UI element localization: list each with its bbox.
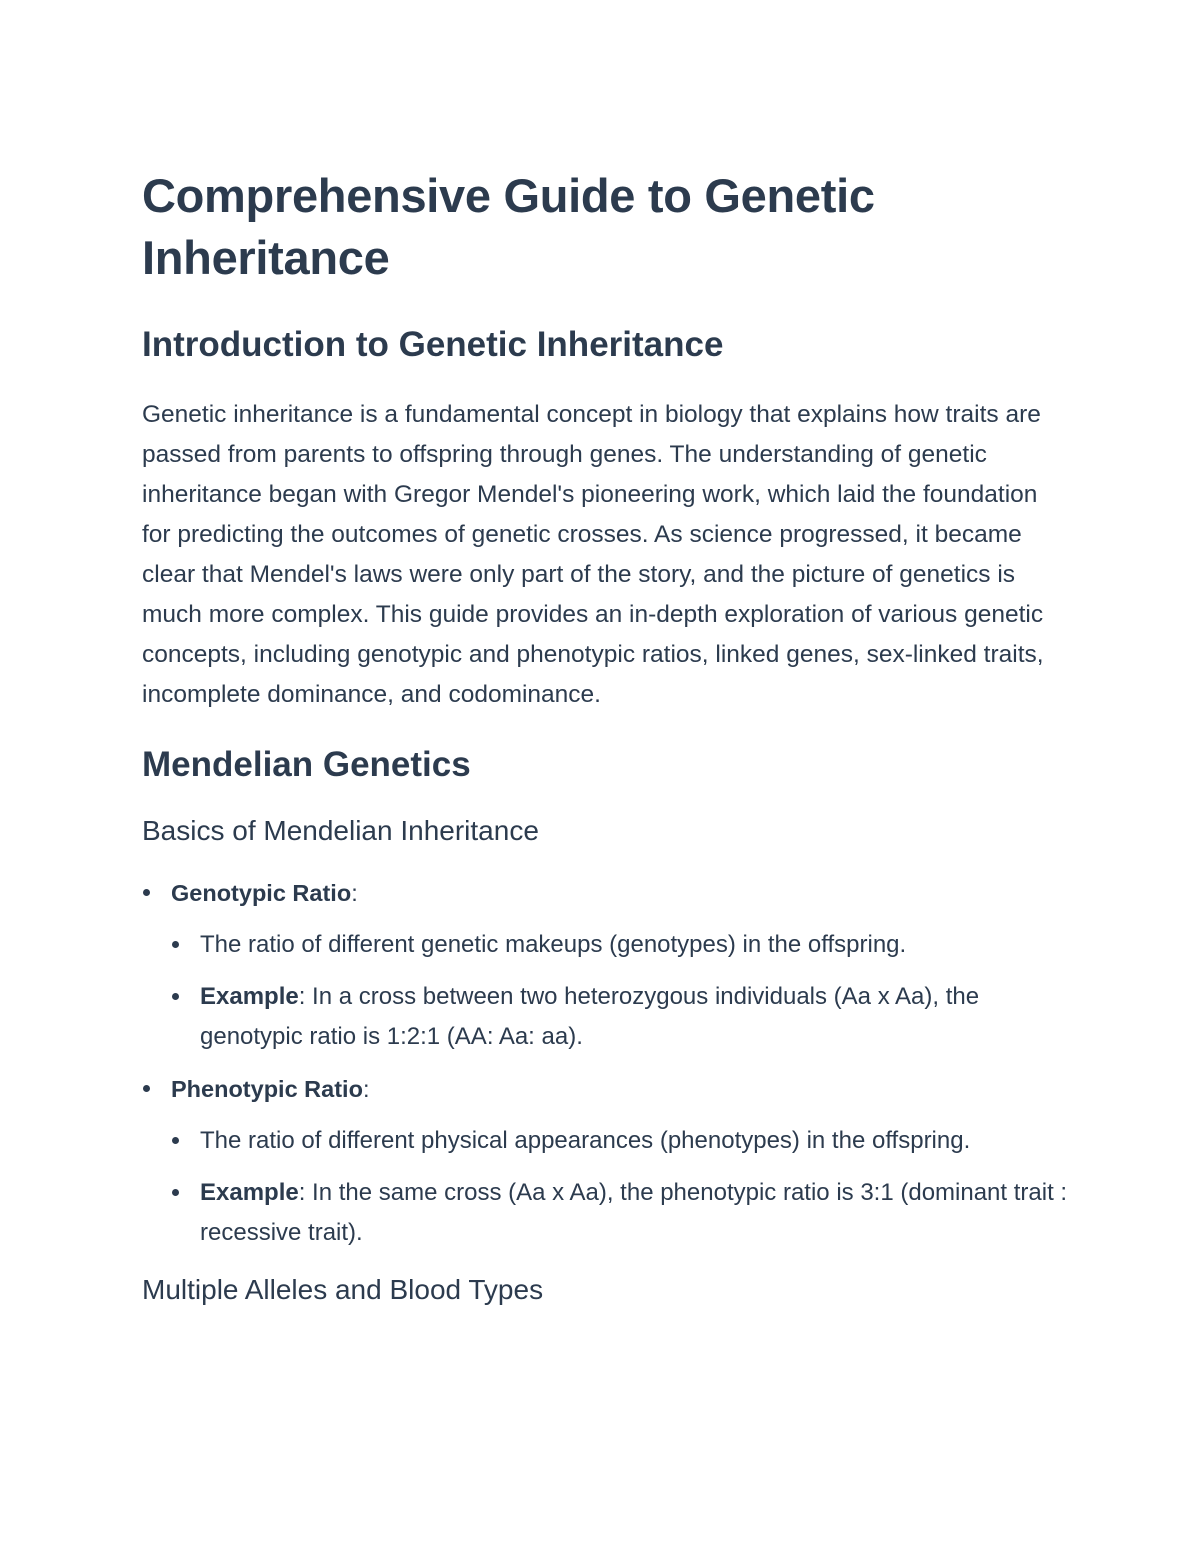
mendelian-genetics-heading: Mendelian Genetics (142, 745, 471, 784)
genotypic-ratio-definition: The ratio of different genetic makeups (genotypes) in the offspring. (200, 931, 907, 958)
bullet-icon (143, 889, 150, 896)
phenotypic-ratio-definition: The ratio of different physical appearances (phenotypes) in the offspring. (200, 1127, 971, 1154)
genotypic-ratio-title: Genotypic Ratio (171, 880, 352, 906)
example-label: Example (200, 983, 299, 1010)
basics-list (142, 873, 1072, 1253)
list-item (171, 1173, 1072, 1253)
list-item (171, 1121, 1072, 1161)
introduction-heading: Introduction to Genetic Inheritance (142, 325, 724, 364)
multiple-alleles-heading: Multiple Alleles and Blood Types (142, 1274, 544, 1305)
bullet-icon (143, 1085, 150, 1092)
list-item-genotypic-ratio (142, 873, 1072, 1057)
bullet-icon (172, 941, 179, 948)
list-item (171, 925, 1072, 965)
genotypic-ratio-colon: : (351, 880, 358, 906)
document-page (142, 165, 1072, 1308)
basics-heading: Basics of Mendelian Inheritance (142, 815, 539, 846)
phenotypic-ratio-sublist (171, 1121, 1072, 1253)
list-item (171, 977, 1072, 1057)
introduction-paragraph: Genetic inheritance is a fundamental concept in biology that explains how traits are passed from parents to offspring through genes. The understanding of genetic inheritance began with Gregor Mendel's pioneering work, which laid the foundation for predicting the outcomes of genetic crosses. As science progressed, it became clear that Mendel's laws were only part of the story, and the picture of genetics is much more complex. This guide provides an in-depth exploration of various genetic concepts, including genotypic and phenotypic ratios, linked genes, sex-linked traits, incomplete dominance, and codominance. (142, 401, 1044, 708)
phenotypic-ratio-example: : In the same cross (Aa x Aa), the phenotypic ratio is 3:1 (dominant trait : recessive trait). (200, 1179, 1068, 1246)
example-label: Example (200, 1179, 299, 1206)
phenotypic-ratio-colon: : (362, 1076, 370, 1102)
genotypic-ratio-sublist (171, 925, 1072, 1057)
phenotypic-ratio-title: Phenotypic Ratio (171, 1076, 363, 1102)
document-title: Comprehensive Guide to Genetic Inheritance (142, 169, 875, 284)
bullet-icon (172, 993, 179, 1000)
genotypic-ratio-example: : In a cross between two heterozygous individuals (Aa x Aa), the genotypic ratio is 1:2:1 (AA: Aa: aa). (200, 983, 980, 1050)
list-item-phenotypic-ratio (142, 1069, 1072, 1253)
bullet-icon (172, 1137, 179, 1144)
bullet-icon (172, 1189, 179, 1196)
